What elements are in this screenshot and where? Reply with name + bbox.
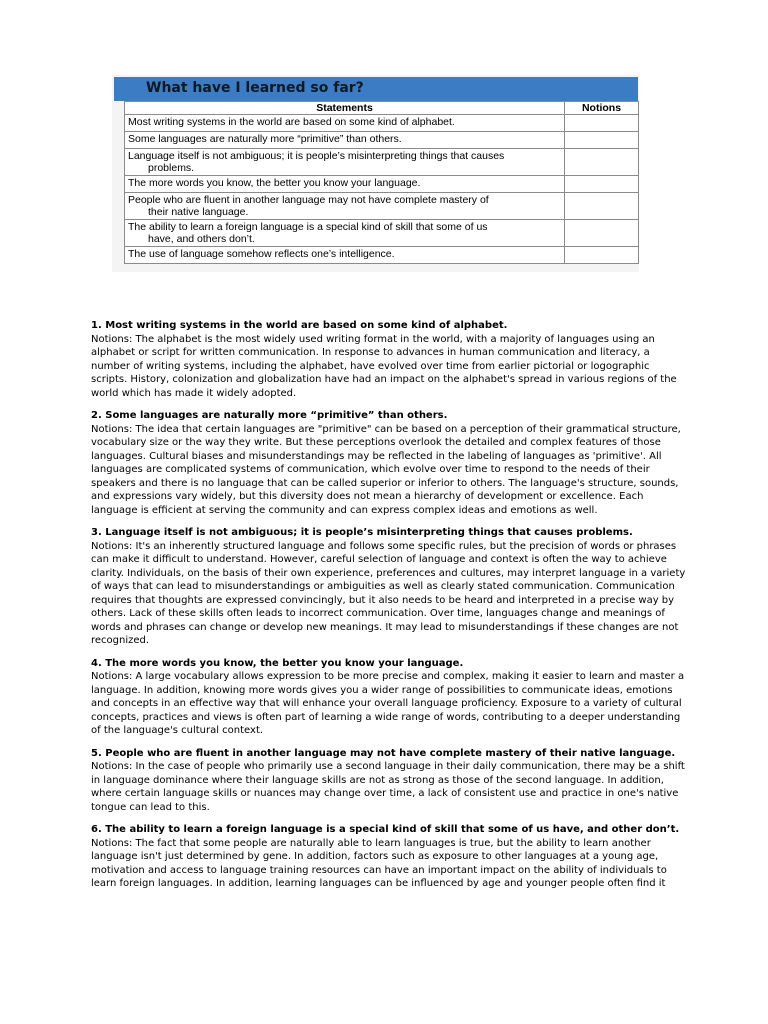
- notions-cell: [565, 115, 639, 132]
- notions-paragraph: Notions: In the case of people who primarily use a second language in their daily communication, there may be a shift in language dominance where their language skills are not as strong as those of the second language. In addition, where certain language skills or nuances may change over time, a lack of consistent use and practice in one's native tongue can lead to this.: [91, 761, 685, 813]
- statement-section: [91, 319, 687, 400]
- table-row: [125, 176, 639, 193]
- statement-cell: [125, 193, 565, 220]
- table-row: [125, 247, 639, 264]
- statement-cell: [125, 132, 565, 149]
- table-header-row: [125, 102, 639, 115]
- table-row: [125, 115, 639, 132]
- notions-cell: [565, 193, 639, 220]
- worksheet-table: [124, 101, 639, 264]
- statement-heading: 1. Most writing systems in the world are based on some kind of alphabet.: [91, 320, 508, 331]
- statement-text-continued: problems.: [148, 162, 195, 174]
- statement-section: [91, 409, 687, 517]
- statement-text-continued: their native language.: [148, 206, 249, 218]
- notions-cell: [565, 247, 639, 264]
- statement-heading: 2. Some languages are naturally more “primitive” than others.: [91, 410, 448, 421]
- notions-paragraph: Notions: A large vocabulary allows expression to be more precise and complex, making it easier to learn and master a language. In addition, knowing more words gives you a wider range of possibilities to communicate ideas, emotions and concepts in an effective way that will enhance your overall language proficiency. Exposure to a variety of cultural concepts, practices and views is often part of learning a wide range of words, contributing to a deeper understanding of the language's cultural context.: [91, 671, 685, 736]
- statement-text: Some languages are naturally more “primitive” than others.: [128, 133, 402, 145]
- worksheet-header-banner: [114, 77, 638, 101]
- table-row: [125, 149, 639, 176]
- notions-paragraph: Notions: The alphabet is the most widely used writing format in the world, with a majority of languages using an alphabet or script for written communication. In response to advances in human communication and literacy, a number of writing systems, including the alphabet, have evolved over time from earlier pictorial or logographic scripts. History, colonization and globalization have had an impact on the alphabet's spread in various regions of the world which has made it widely adopted.: [91, 333, 677, 399]
- statement-section: [91, 526, 687, 648]
- statement-section: [91, 747, 687, 815]
- notions-paragraph: Notions: It's an inherently structured language and follows some specific rules, but the precision of words or phrases can make it difficult to understand. However, careful selection of language and context is often the way to achieve clarity. Individuals, on the basis of their own experience, preferences and cultures, may interpret language in a variety of ways that can lead to misunderstandings or ambiguities as well as clearly stated communication. Communication requires that thoughts are expressed convincingly, but it also needs to be heard and interpreted in a precise way by others. Lack of these skills often leads to incorrect communication. Over time, languages change and meanings of words and phrases can change or develop new meanings. It may lead to misunderstandings if these changes are not recognized.: [91, 540, 686, 646]
- statement-heading: 6. The ability to learn a foreign language is a special kind of skill that some of us have, and other don’t.: [91, 824, 680, 835]
- notions-cell: [565, 149, 639, 176]
- table-row: [125, 193, 639, 220]
- statement-section: [91, 657, 687, 738]
- notions-column-header: Notions: [565, 102, 639, 115]
- notions-cell: [565, 220, 639, 247]
- statement-cell: [125, 115, 565, 132]
- statement-heading: 3. Language itself is not ambiguous; it is people’s misinterpreting things that causes problems.: [91, 527, 633, 538]
- statement-cell: [125, 220, 565, 247]
- notions-cell: [565, 132, 639, 149]
- document-body: [91, 319, 687, 900]
- statement-heading: 4. The more words you know, the better you know your language.: [91, 657, 464, 669]
- table-row: [125, 132, 639, 149]
- statements-column-header: Statements: [125, 102, 565, 115]
- statement-cell: [125, 247, 565, 264]
- statement-text: Most writing systems in the world are based on some kind of alphabet.: [128, 116, 455, 128]
- notions-paragraph: Notions: The idea that certain languages are "primitive" can be based on a perception of their grammatical structure, vocabulary size or the way they write. But these perceptions overlook the detailed and complex features of those languages. Cultural biases and misunderstandings may be reflected in the labeling of languages as 'primitive'. All languages are complicated systems of communication, which evolve over time to respond to the needs of their speakers and there is no language that can be called superior or inferior to others. The language's structure, sounds, and expressions vary widely, but this diversity does not mean a hierarchy of development or excellence. Each language is efficient at serving the community and can express complex ideas and emotions as well.: [91, 423, 681, 516]
- table-row: [125, 220, 639, 247]
- statement-text-continued: have, and others don’t.: [148, 233, 255, 245]
- statement-text: People who are fluent in another language may not have complete mastery of: [128, 194, 489, 206]
- statement-text: Language itself is not ambiguous; it is people’s misinterpreting things that causes: [128, 150, 505, 162]
- statement-text: The ability to learn a foreign language is a special kind of skill that some of us: [128, 221, 488, 233]
- statement-heading: 5. People who are fluent in another language may not have complete mastery of their native language.: [91, 747, 676, 759]
- statement-cell: [125, 176, 565, 193]
- worksheet-image: [112, 75, 639, 272]
- worksheet-title: What have I learned so far?: [146, 80, 364, 96]
- statement-section: [91, 823, 687, 891]
- notions-paragraph: Notions: The fact that some people are naturally able to learn languages is true, but the ability to learn another language isn't just determined by gene. In addition, factors such as exposure to other languages at a young age, motivation and access to language training resources can have an important impact on the ability of individuals to learn foreign languages. In addition, learning languages can be influenced by age and younger people often find it: [91, 837, 667, 889]
- statement-cell: [125, 149, 565, 176]
- statement-text: The use of language somehow reflects one’s intelligence.: [128, 248, 395, 260]
- notions-cell: [565, 176, 639, 193]
- statement-text: The more words you know, the better you know your language.: [128, 177, 421, 189]
